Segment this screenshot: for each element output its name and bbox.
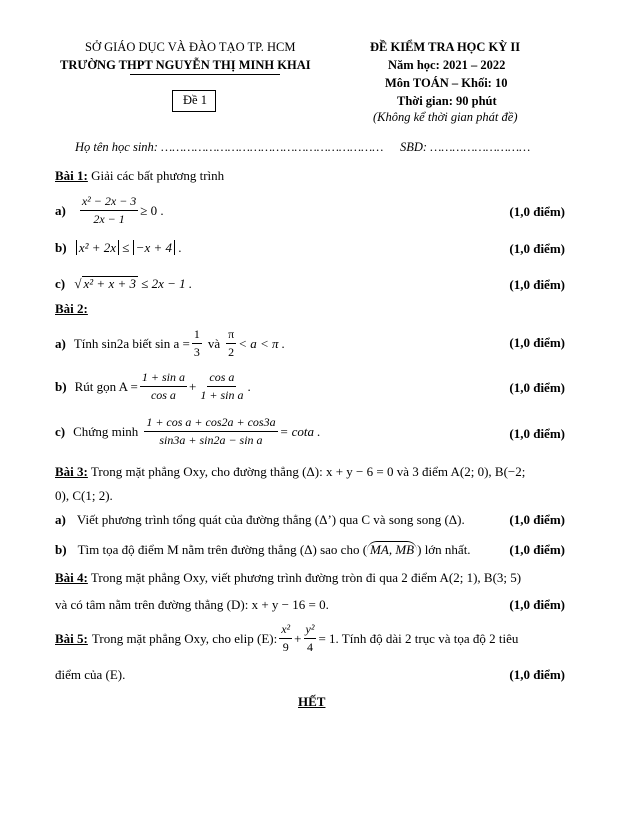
bai5-points: (1,0 điểm) bbox=[509, 667, 565, 682]
bai2-c-text1: Chứng minh bbox=[73, 423, 139, 439]
bai2-b-plus: + bbox=[189, 378, 197, 394]
bai1-c-points: (1,0 điểm) bbox=[509, 277, 565, 292]
bai1-a-fraction bbox=[80, 194, 138, 227]
bai1-intro: Giải các bất phương trình bbox=[91, 168, 225, 183]
bai3-a-points: (1,0 điểm) bbox=[509, 512, 565, 527]
end-marker: HẾT bbox=[298, 694, 326, 709]
bai5-line1 bbox=[55, 622, 518, 655]
bai5-frac1-num: x² bbox=[279, 622, 292, 639]
bai2-b-points: (1,0 điểm) bbox=[509, 380, 565, 395]
school-underline bbox=[130, 74, 280, 75]
bai3-b-points: (1,0 điểm) bbox=[509, 542, 565, 557]
bai3-b-text2: lớn nhất. bbox=[424, 542, 471, 557]
bai3-line1 bbox=[55, 464, 525, 480]
bai2-c-fraction bbox=[144, 415, 277, 448]
bai3-a-text: Viết phương trình tổng quát của đường thẳng (Δ’) qua C và song song (Δ). bbox=[76, 512, 465, 527]
bai1-b-end: . bbox=[178, 240, 182, 255]
bai1-a-rhs: ≥ 0 . bbox=[140, 202, 164, 218]
bai5-frac2-num: y² bbox=[304, 622, 317, 639]
bai2-a-frac2-den: 2 bbox=[228, 345, 235, 359]
bai4-points: (1,0 điểm) bbox=[509, 597, 565, 612]
bai3-b-angle: ( MA, MB ) bbox=[362, 542, 422, 557]
bai1-heading bbox=[55, 168, 224, 184]
bai5-title: Bài 5: bbox=[55, 630, 88, 646]
bai2-b-text1: Rút gọn A = bbox=[74, 378, 138, 394]
bai1-b-points: (1,0 điểm) bbox=[509, 241, 565, 256]
bai5-text1: Trong mặt phẳng Oxy, cho elip (E): bbox=[91, 630, 278, 646]
bai2-a-frac2-num: π bbox=[226, 327, 236, 344]
bai2-a-text1: Tính sin2a biết sin a = bbox=[73, 335, 190, 351]
bai1-b bbox=[55, 240, 182, 256]
bai2-b-frac1 bbox=[140, 370, 187, 403]
bai3-b-text1: Tìm tọa độ điểm M nằm trên đường thẳng (Δ) sao cho bbox=[77, 542, 360, 557]
bai5-frac2-den: 4 bbox=[306, 640, 313, 654]
bai4-line1 bbox=[55, 570, 521, 586]
bai2-title: Bài 2: bbox=[55, 301, 88, 316]
bai1-c bbox=[55, 276, 192, 292]
bai5-frac1-den: 9 bbox=[282, 640, 289, 654]
student-name-field: Họ tên học sinh: …………………………………………………… bbox=[75, 140, 384, 154]
school-name bbox=[60, 58, 311, 73]
bai2-a-frac1 bbox=[192, 327, 202, 360]
bai2-c-rhs: = cota . bbox=[279, 423, 321, 439]
bai1-c-rhs: ≤ 2x − 1 . bbox=[141, 276, 193, 291]
sqrt-icon: √ bbox=[74, 276, 82, 291]
bai1-c-label: c) bbox=[55, 276, 66, 291]
bai2-b bbox=[55, 370, 251, 403]
bai2-c bbox=[55, 415, 321, 448]
bai2-c-points: (1,0 điểm) bbox=[509, 426, 565, 441]
bai1-b-abs2: −x + 4 bbox=[133, 240, 175, 255]
bai2-a-text2: và bbox=[207, 335, 221, 351]
bai3-a bbox=[55, 512, 465, 528]
bai2-c-denominator: sin3a + sin2a − sin a bbox=[159, 433, 263, 447]
bai3-line2: 0), C(1; 2). bbox=[55, 488, 113, 503]
bai1-a bbox=[55, 194, 164, 227]
bai4-text1: Trong mặt phẳng Oxy, viết phương trình đường tròn đi qua 2 điểm A(2; 1), B(3; 5) bbox=[90, 570, 522, 585]
bai3-text1: Trong mặt phẳng Oxy, cho đường thẳng (Δ): x + y − 6 = 0 và 3 điểm A(2; 0), B(−2; bbox=[90, 464, 526, 479]
bai3-a-label: a) bbox=[55, 512, 66, 527]
bai2-a-frac2 bbox=[226, 327, 236, 360]
subject: Môn TOÁN – Khối: 10 bbox=[385, 76, 508, 90]
department-name: SỞ GIÁO DỤC VÀ ĐÀO TẠO TP. HCM bbox=[85, 40, 296, 54]
bai1-b-abs1: x² + 2x bbox=[76, 240, 119, 255]
exam-title: ĐỀ KIỂM TRA HỌC KỲ II bbox=[370, 40, 521, 54]
bai2-b-end: . bbox=[247, 378, 251, 394]
bai1-b-sign: ≤ bbox=[122, 240, 130, 255]
bai3-b bbox=[55, 541, 471, 558]
bai1-a-denominator: 2x − 1 bbox=[93, 212, 125, 226]
bai3-b-label: b) bbox=[55, 542, 67, 557]
bai3-b-arc: MA, MB bbox=[367, 541, 417, 557]
duration: Thời gian: 90 phút bbox=[397, 94, 497, 108]
bai2-b-frac2-den: 1 + sin a bbox=[200, 388, 244, 402]
bai4-line2: và có tâm nằm trên đường thẳng (D): x + y − 16 = 0. bbox=[55, 597, 329, 612]
bai2-b-label: b) bbox=[55, 378, 67, 394]
school-year: Năm học: 2021 – 2022 bbox=[388, 58, 506, 72]
bai2-a-label: a) bbox=[55, 335, 66, 351]
bai2-a bbox=[55, 327, 285, 360]
bai2-b-frac2-num: cos a bbox=[207, 370, 236, 387]
bai2-b-frac2 bbox=[198, 370, 245, 403]
bai1-title: Bài 1: bbox=[55, 168, 88, 183]
bai3-title: Bài 3: bbox=[55, 464, 88, 479]
bai1-c-radicand: x² + x + 3 bbox=[83, 276, 136, 291]
bai1-a-label: a) bbox=[55, 202, 66, 218]
bai2-c-numerator: 1 + cos a + cos2a + cos3a bbox=[144, 415, 277, 432]
bai5-text2: = 1. Tính độ dài 2 trục và tọa độ 2 tiêu bbox=[318, 630, 519, 646]
bai2-b-frac1-num: 1 + sin a bbox=[140, 370, 187, 387]
duration-note: (Không kể thời gian phát đề) bbox=[373, 110, 518, 124]
exam-code: Đề 1 bbox=[183, 93, 207, 107]
bai2-a-frac1-num: 1 bbox=[192, 327, 202, 344]
bai5-frac1 bbox=[279, 622, 292, 655]
bai1-c-sqrt bbox=[74, 276, 138, 292]
bai5-frac2 bbox=[304, 622, 317, 655]
bai2-c-label: c) bbox=[55, 423, 66, 439]
bai2-b-frac1-den: cos a bbox=[150, 388, 176, 402]
bai4-title: Bài 4: bbox=[55, 570, 88, 585]
school-name-text: TRƯỜNG THPT NGUYỄN THỊ MINH KHAI bbox=[60, 58, 311, 72]
sbd-field: SBD: ……………………… bbox=[400, 140, 531, 154]
bai5-plus: + bbox=[294, 630, 302, 646]
bai2-a-frac1-den: 3 bbox=[193, 345, 200, 359]
bai1-b-label: b) bbox=[55, 240, 67, 255]
bai2-a-text3: < a < π . bbox=[238, 335, 286, 351]
bai2-a-points: (1,0 điểm) bbox=[509, 335, 565, 350]
bai1-a-numerator: x² − 2x − 3 bbox=[80, 194, 138, 211]
bai1-a-points: (1,0 điểm) bbox=[509, 204, 565, 219]
bai5-line2: điểm của (E). bbox=[55, 667, 126, 682]
